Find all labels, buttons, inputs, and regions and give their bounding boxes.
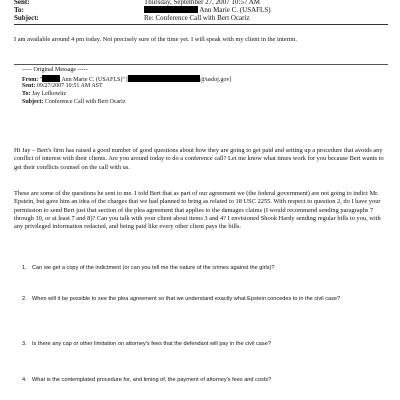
original-from-row: From: " Ann Marie C. (USAFLS)" [ @usdoj.gov] — [22, 77, 232, 83]
original-to-value: Jay Lefkowitz — [31, 91, 67, 97]
original-sent-label: Sent: — [22, 83, 36, 89]
question-number: 2. — [22, 296, 27, 302]
sent-label: Sent: — [14, 0, 30, 6]
original-subject-row — [22, 99, 125, 107]
to-label: To: — [14, 6, 24, 14]
sent-value: Thursday, September 27, 2007 10:57 AM — [144, 0, 261, 6]
reply-divider — [14, 64, 388, 65]
question-number: 4. — [22, 377, 27, 383]
original-from-label: From: — [22, 77, 39, 83]
question-text: Can we get a copy of the indictment (or can you tell me the nature of the crimes against the girls)? — [32, 265, 275, 271]
body-paragraph-2: These are some of the questions he sent to me. I told Bert that as part of our agreement we (the federal government) are not going to indict Mr. Epstein, but gave him an idea of the charges that we had planned to bring as related to 18 USC 2255. With respect to question 2, do I have your permission to send Bert just that section of the plea agreement that applies to the damages claims (I would recommend sending paragraphs 7 through 10, or at least 7 and 8)? Can you talk with your client about items 3 and 4? I envisioned Shook Hardy sending regular bills to you, with any privileged information redacted, and being paid like every other client pays the bills. — [14, 190, 381, 231]
original-from-name: Ann Marie C. (USAFLS) — [61, 77, 123, 83]
original-subject-label: Subject: — [22, 99, 44, 105]
to-value: Ann Marie C. (USAFLS) — [199, 6, 271, 14]
question-4 — [22, 377, 388, 384]
redaction-bar — [128, 75, 200, 82]
header-to-row — [14, 6, 271, 14]
question-text: What is the contemplated procedure for, and timing of, the payment of attorney's fees and costs? — [32, 377, 272, 383]
original-to-row — [22, 91, 66, 99]
header-subject-row — [14, 14, 250, 22]
original-subject-value: Conference Call with Bert Ocariz — [44, 99, 126, 105]
header-divider — [14, 24, 388, 25]
question-number: 3. — [22, 341, 27, 347]
question-3 — [22, 341, 388, 348]
original-sent-row — [22, 83, 103, 91]
question-1 — [22, 265, 388, 272]
question-text: When will it be possible to see the plea agreement so that we understand exactly what Epstein concedes to in the civil case? — [32, 296, 341, 302]
subject-label: Subject: — [14, 14, 39, 22]
body-paragraph-1: Hi Jay – Bert's firm has raised a good number of good questions about how they are going to get paid and setting up a procedure that avoids any conflict of interest with their clients. Are you around today to do a conference call? Let me know what times work for you because Bert wants to get their conflicts counsel on the call with us. — [14, 147, 384, 171]
original-from-domain: @usdoj.gov] — [200, 77, 232, 83]
redaction-bar — [42, 75, 60, 82]
question-number: 1. — [22, 265, 27, 271]
question-2 — [22, 296, 388, 303]
reply-text: I am available around 4 pm today. Not precisely sure of the time yet. I will speak with my client in the interim. — [14, 36, 298, 43]
question-text: Is there any cap or other limitation on attorney's fees that the defendant will pay in the civil case? — [32, 341, 271, 347]
original-separator: ----- Original Message ----- — [22, 67, 88, 73]
original-sent-value: 09/27/2007 10:51 AM AST — [36, 83, 103, 89]
original-to-label: To: — [22, 91, 31, 97]
redaction-bar — [144, 6, 198, 13]
subject-value: Re: Conference Call with Bert Ocariz — [144, 14, 250, 22]
